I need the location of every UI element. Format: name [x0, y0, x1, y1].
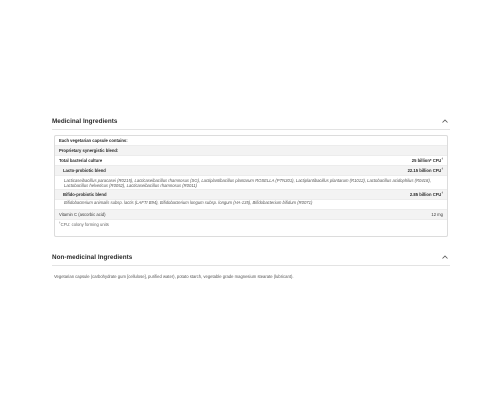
medicinal-ingredients-header[interactable]	[52, 114, 450, 128]
row-label: Vitamin C (ascorbic acid)	[59, 212, 106, 217]
table-row-vitamin-c	[55, 210, 447, 220]
medicinal-ingredients-title: Medicinal Ingredients	[52, 117, 118, 125]
footnote-text: †CFU: colony forming units	[59, 220, 109, 227]
table-row-bifido-blend	[55, 190, 447, 200]
chevron-up-icon[interactable]	[440, 116, 450, 126]
nonmedicinal-ingredients-header[interactable]	[52, 250, 450, 264]
table-row-lacto-blend	[55, 166, 447, 176]
table-row-lacto-species	[55, 176, 447, 190]
row-amount: 25 billion* CFU†	[411, 156, 443, 163]
section-divider	[52, 129, 450, 130]
row-amount: 12 mg	[431, 212, 443, 217]
table-row-total-culture	[55, 156, 447, 166]
row-label: Total bacterial culture	[59, 158, 103, 163]
row-amount: 22.15 billion CFU†	[407, 166, 443, 173]
medicinal-ingredients-table	[54, 135, 448, 237]
table-row-blend	[55, 146, 447, 156]
chevron-up-icon[interactable]	[440, 252, 450, 262]
row-label: Each vegetarian capsule contains:	[59, 138, 128, 143]
table-row-footnote	[55, 220, 447, 229]
table-row-capsule	[55, 136, 447, 146]
row-label: Lacto-probiotic blend	[63, 168, 106, 173]
nonmedicinal-ingredients-title: Non-medicinal Ingredients	[52, 253, 133, 261]
nonmedicinal-ingredients-text: Vegetarian capsule (carbohydrate gum [cellulose], purified water), potato starch, vegetable grade magnesium stearate (lubricant).	[54, 274, 294, 279]
row-label: Proprietary synergistic blend:	[59, 148, 119, 153]
row-amount: 2.85 billion CFU†	[409, 190, 443, 197]
table-row-bifido-species	[55, 200, 447, 210]
species-list: Bifidobacterium animalis subsp. lactis (LAFTI B94), Bifidobacterium longum subsp. longum (HA-135), Bifidobacterium bifidum (R0071)	[64, 200, 313, 205]
section-divider	[52, 265, 450, 266]
row-label: Bifido-probiotic blend	[63, 192, 107, 197]
species-list: Lacticaseibacillus paracasei (R0215), Lacticaseibacillus rhamnosus (SG), Lactiplantibacillus plantarum ROSELLA (PTN301), Lactiplantibacillus plantarum (R1012), Lactobacillus acidophilus (R0418), Lactobacillus helveticus (R0052), Lacticaseibacillus rhamnosus (R0011)	[64, 178, 431, 188]
